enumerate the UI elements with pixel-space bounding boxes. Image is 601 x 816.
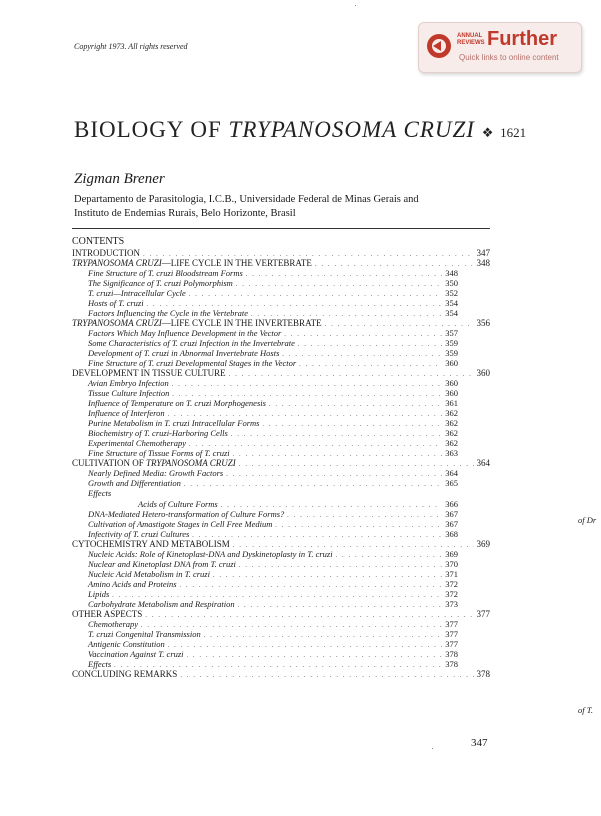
toc-page-number: 369	[476, 538, 490, 549]
affiliation-line-1: Departamento de Parasitologia, I.C.B., Universidade Federal de Minas Gerais and	[74, 194, 419, 205]
annual-reviews-further-banner[interactable]	[418, 22, 582, 73]
toc-entry-title: Avian Embryo Infection	[88, 378, 169, 389]
toc-page-number: 361	[445, 398, 458, 409]
toc-entry-title: Purine Metabolism in T. cruzi Intracellular Forms	[88, 418, 260, 429]
side-note-2: of T.	[578, 705, 593, 715]
toc-page-number: 359	[445, 348, 458, 359]
toc-page-number: 356	[476, 318, 490, 329]
toc-page-number: 360	[445, 358, 458, 369]
toc-page-number: 369	[445, 548, 458, 559]
title-part-2: TRYPANOSOMA CRUZI	[228, 117, 475, 142]
toc-entry-title: Carbohydrate Metabolism and Respiration	[88, 598, 235, 609]
toc-page-number: 354	[445, 298, 458, 309]
toc-entry-title: Effects	[88, 658, 112, 669]
author-name: Zigman Brener	[74, 171, 165, 187]
toc-entry-title: Hosts of T. cruzi	[88, 298, 144, 309]
toc-page-number: 377	[476, 608, 490, 619]
toc-page-number: 352	[445, 288, 458, 299]
toc-entry-title: Vaccination Against T. cruzi	[88, 648, 184, 659]
toc-entry-title: Some Characteristics of T. cruzi Infection in the Invertebrate	[88, 338, 295, 349]
toc-leader-dots	[180, 670, 473, 680]
toc-page-number: 373	[445, 598, 458, 609]
toc-entry-title: Development of T. cruzi in Abnormal Invertebrate Hosts	[88, 348, 280, 359]
toc-page-number: 362	[445, 418, 458, 429]
toc-entry-title: Antigenic Constitution	[88, 638, 165, 649]
article-title	[74, 117, 526, 143]
toc-entry-title: Fine Structure of Tissue Forms of T. cruzi	[88, 448, 230, 459]
title-ornament-icon: ❖	[481, 125, 494, 140]
toc-page-number: 378	[445, 658, 458, 669]
brand-line-reviews: REVIEWS	[457, 40, 485, 46]
toc-entry-title: Effects	[88, 488, 112, 499]
toc-entry-title: CONCLUDING REMARKS	[72, 668, 178, 679]
toc-page-number: 367	[445, 518, 458, 529]
title-part-1: BIOLOGY OF	[74, 117, 229, 142]
toc-entry-title: Influence of Temperature on T. cruzi Morphogenesis	[88, 398, 266, 409]
toc-page-number: 360	[476, 368, 490, 379]
toc-page-number: 348	[445, 268, 458, 279]
toc-page-number: 371	[445, 568, 458, 579]
toc-entry-title: TRYPANOSOMA CRUZI—LIFE CYCLE IN THE INVERTEBRATE	[72, 318, 322, 329]
toc-page-number: 354	[445, 308, 458, 319]
copyright-notice: Copyright 1973. All rights reserved	[74, 42, 188, 51]
toc-entry-title: INTRODUCTION	[72, 248, 140, 258]
toc-entry-title: Tissue Culture Infection	[88, 388, 170, 399]
toc-page-number: 357	[445, 328, 458, 339]
toc-entry-title: Cultivation of Amastigote Stages in Cell Free Medium	[88, 518, 273, 529]
toc-entry-title: CULTIVATION OF TRYPANOSOMA CRUZI	[72, 458, 236, 469]
title-code: 1621	[500, 125, 527, 140]
toc-page-number: 377	[445, 618, 458, 629]
toc-page-number: 367	[445, 508, 458, 519]
toc-section	[72, 669, 490, 680]
toc-page-number: 377	[445, 628, 458, 639]
toc-entry-title: OTHER ASPECTS	[72, 608, 143, 619]
toc-page-number: 347	[476, 248, 490, 258]
annual-reviews-brand	[457, 33, 485, 47]
toc-page-number: 362	[445, 428, 458, 439]
toc-page-number: 364	[445, 468, 458, 479]
affiliation-line-2: Instituto de Endemias Rurais, Belo Horizonte, Brasil	[74, 208, 296, 219]
further-label: Further	[487, 28, 557, 50]
toc-entry-title: Amino Acids and Proteins	[88, 578, 177, 589]
toc-page-number: 377	[445, 638, 458, 649]
side-note-1: of Dr	[578, 515, 597, 525]
toc-page-number: 360	[445, 378, 458, 389]
toc-entry-title: Fine Structure of T. cruzi Developmental Stages in the Vector	[88, 358, 297, 369]
toc-page-number: 348	[476, 258, 490, 269]
brand-line-annual: ANNUAL	[457, 33, 483, 39]
toc-entry-title: Infectivity of T. cruzi Cultures	[88, 528, 190, 539]
toc-page-number: 368	[445, 528, 458, 539]
toc-page-number: 359	[445, 338, 458, 349]
toc-page-number: 364	[476, 458, 490, 469]
toc-entry-title: Nearly Defined Media: Growth Factors	[88, 468, 224, 479]
toc-entry-title: Chemotherapy	[88, 618, 139, 629]
toc-page-number: 362	[445, 408, 458, 419]
toc-page-number: 350	[445, 278, 458, 289]
toc-page-number: 365	[445, 478, 458, 489]
header-divider	[72, 228, 490, 229]
toc-page-number: 378	[445, 648, 458, 659]
author-affiliation	[74, 193, 494, 221]
toc-entry-title: Fine Structure of T. cruzi Bloodstream Forms	[88, 268, 243, 279]
toc-entry-title: DEVELOPMENT IN TISSUE CULTURE	[72, 368, 226, 379]
toc-entry-title: DNA-Mediated Hetero-transformation of Culture Forms?	[88, 508, 285, 519]
toc-page-number: 362	[445, 438, 458, 449]
toc-page-number: 372	[445, 578, 458, 589]
toc-entry-title: Growth and Differentiation	[88, 478, 181, 489]
toc-entry-title: Acids of Culture Forms	[138, 498, 218, 509]
toc-page-number: 370	[445, 558, 458, 569]
scan-speck	[355, 5, 356, 6]
toc-page-number: 372	[445, 588, 458, 599]
toc-page-number: 366	[445, 498, 458, 509]
contents-heading: CONTENTS	[72, 236, 125, 247]
toc-page-number: 378	[476, 668, 490, 679]
toc-page-number: 360	[445, 388, 458, 399]
further-subtitle: Quick links to online content	[459, 53, 559, 62]
toc-entry-title: Lipids	[88, 588, 110, 599]
toc-entry-title: T. cruzi Congenital Transmission	[88, 628, 201, 639]
toc-entry-title: Biochemistry of T. cruzi-Harboring Cells	[88, 428, 228, 439]
annual-reviews-logo-icon	[427, 34, 451, 58]
toc-page-number: 363	[445, 448, 458, 459]
toc-entry-title: TRYPANOSOMA CRUZI—LIFE CYCLE IN THE VERTEBRATE	[72, 258, 312, 269]
toc-entry-title: Factors Which May Influence Development in the Vector	[88, 328, 282, 339]
page-number: 347	[471, 737, 488, 749]
toc-entry-title: Nucleic Acids: Role of Kinetoplast-DNA and Dyskinetoplasty in T. cruzi	[88, 548, 333, 559]
toc-entry-title: T. cruzi—Intracellular Cycle	[88, 288, 186, 299]
toc-entry-title: Experimental Chemotherapy	[88, 438, 186, 449]
toc-entry-title: Factors Influencing the Cycle in the Vertebrate	[88, 308, 249, 319]
scan-speck	[432, 748, 433, 749]
toc-entry-title: The Significance of T. cruzi Polymorphism	[88, 278, 233, 289]
toc-entry-title: CYTOCHEMISTRY AND METABOLISM	[72, 538, 230, 549]
toc-entry-title: Nuclear and Kinetoplast DNA from T. cruzi	[88, 558, 236, 569]
toc-entry-title: Influence of Interferon	[88, 408, 165, 419]
toc-entry-title: Nucleic Acid Metabolism in T. cruzi	[88, 568, 210, 579]
